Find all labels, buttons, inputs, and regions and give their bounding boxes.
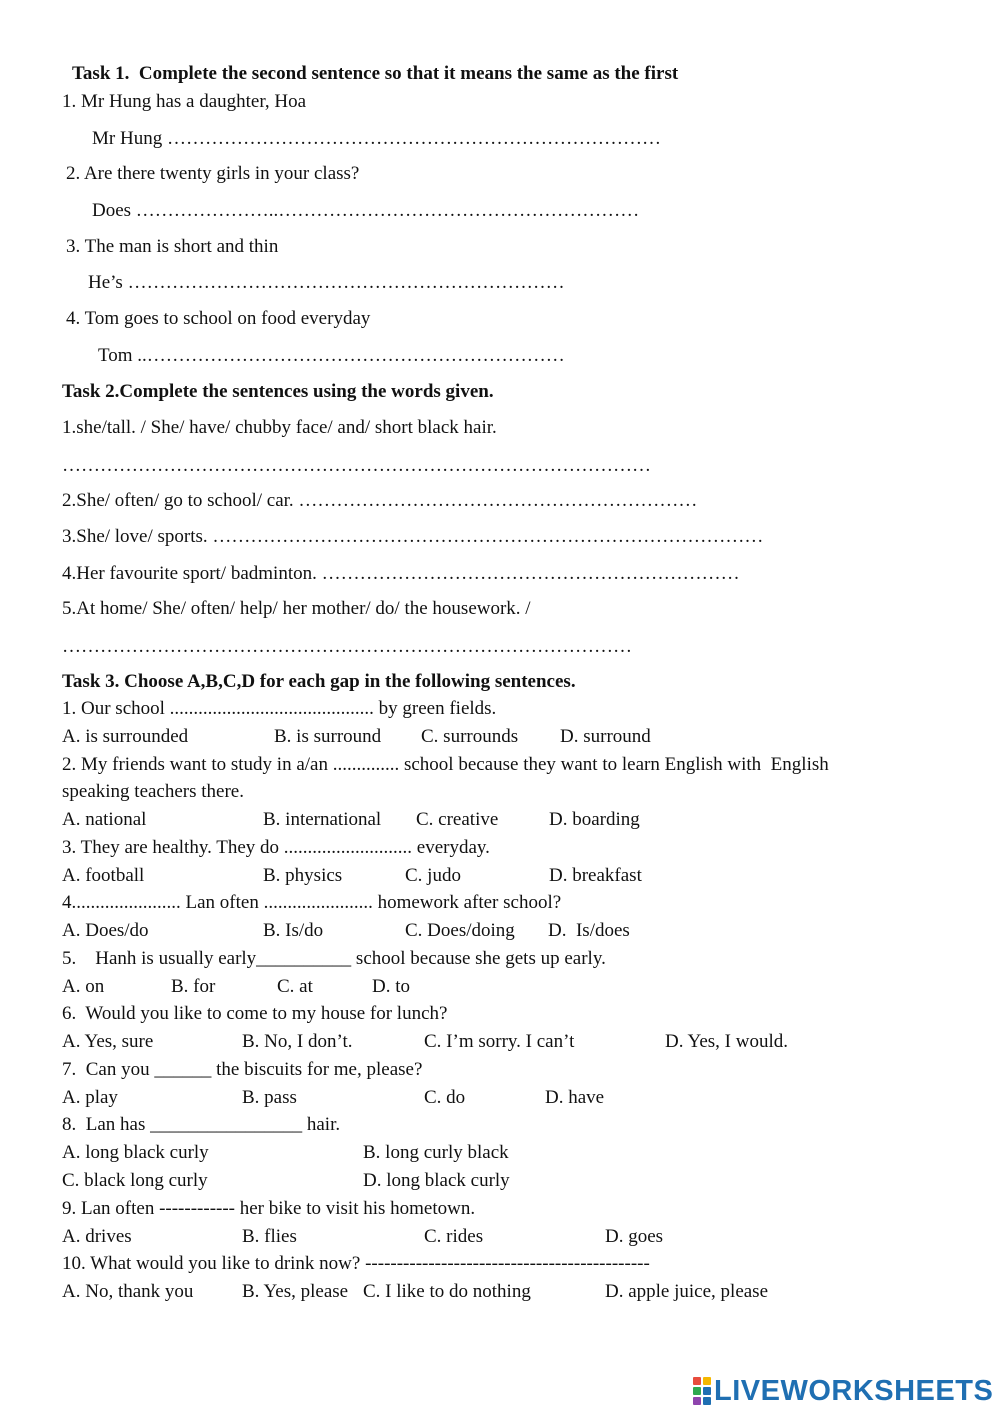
task1-q2-prompt: 2. Are there twenty girls in your class?	[66, 163, 360, 184]
logo-square-1	[693, 1377, 701, 1385]
liveworksheets-logo[interactable]	[693, 1376, 993, 1406]
task2-item[interactable]: 3.She/ love/ sports. ……………………………………………………………………………	[62, 526, 764, 547]
task3-q3-option-a[interactable]: A. football	[62, 865, 145, 886]
task3-q2-option-c[interactable]: C. creative	[416, 809, 499, 830]
task1-title	[72, 64, 678, 83]
liveworksheets-brand-text: LIVEWORKSHEETS	[714, 1374, 994, 1407]
logo-square-6	[703, 1397, 711, 1405]
task3-q9-option-a[interactable]: A. drives	[62, 1226, 132, 1247]
task1-title-label: Task 1	[72, 63, 125, 84]
task3-q7-option-b[interactable]: B. pass	[242, 1087, 297, 1108]
task3-q10-option-b[interactable]: B. Yes, please	[242, 1281, 349, 1302]
logo-square-5	[693, 1397, 701, 1405]
task3-q3-option-b[interactable]: B. physics	[263, 865, 343, 886]
task3-q7-option-c[interactable]: C. do	[424, 1087, 466, 1108]
task3-q3-option-d[interactable]: D. breakfast	[549, 865, 642, 886]
task3-q5-option-b[interactable]: B. for	[171, 976, 216, 997]
task3-q1-option-b[interactable]: B. is surround	[274, 726, 382, 747]
task3-q9: 9. Lan often ------------ her bike to visit his hometown.	[62, 1198, 476, 1219]
task3-q8-option-d[interactable]: D. long black curly	[363, 1170, 510, 1191]
task3-q4-option-d[interactable]: D. Is/does	[548, 920, 630, 941]
task1-q4-prompt: 4. Tom goes to school on food everyday	[66, 308, 371, 329]
task3-q7-option-d[interactable]: D. have	[545, 1087, 605, 1108]
task2-item: 5.At home/ She/ often/ help/ her mother/ do/ the housework. /	[62, 598, 531, 619]
task3-q1: 1. Our school ........................................... by green fields.	[62, 698, 497, 719]
task3-q9-option-b[interactable]: B. flies	[242, 1226, 297, 1247]
task3-q6: 6. Would you like to come to my house for lunch?	[62, 1003, 448, 1024]
task3-q10: 10. What would you like to drink now? ---------------------------------------------	[62, 1253, 650, 1274]
task3-q1-option-d[interactable]: D. surround	[560, 726, 651, 747]
task1-q1-prompt: 1. Mr Hung has a daughter, Hoa	[62, 91, 307, 112]
task1-q3-prompt: 3. The man is short and thin	[66, 236, 279, 257]
logo-square-2	[703, 1377, 711, 1385]
task3-q2: 2. My friends want to study in a/an .............. school because they want to learn English with English	[62, 754, 829, 775]
task3-q6-option-d[interactable]: D. Yes, I would.	[665, 1031, 788, 1052]
task3-q8-option-a[interactable]: A. long black curly	[62, 1142, 209, 1163]
task3-q3-option-c[interactable]: C. judo	[405, 865, 461, 886]
task3-q10-option-a[interactable]: A. No, thank you	[62, 1281, 194, 1302]
task3-q4: 4....................... Lan often ....................... homework after school?	[62, 892, 562, 913]
logo-square-3	[693, 1387, 701, 1395]
task3-q1-option-a[interactable]: A. is surrounded	[62, 726, 189, 747]
task3-q4-option-a[interactable]: A. Does/do	[62, 920, 149, 941]
task3-q3: 3. They are healthy. They do ........................... everyday.	[62, 837, 490, 858]
task3-q1-option-c[interactable]: C. surrounds	[421, 726, 519, 747]
task3-title: Task 3. Choose A,B,C,D for each gap in the following sentences.	[62, 671, 576, 692]
task3-q2-option-d[interactable]: D. boarding	[549, 809, 640, 830]
task3-q4-option-b[interactable]: B. Is/do	[263, 920, 324, 941]
task3-q7-option-a[interactable]: A. play	[62, 1087, 118, 1108]
task1-q3-answer[interactable]: He’s ……………………………………………………………	[88, 272, 565, 293]
task3-q2-cont: speaking teachers there.	[62, 781, 244, 802]
task3-q2-option-a[interactable]: A. national	[62, 809, 147, 830]
task2-item[interactable]: 4.Her favourite sport/ badminton. …………………………………………………………	[62, 563, 740, 584]
task3-q8: 8. Lan has ________________ hair.	[62, 1114, 341, 1135]
task3-q8-option-b[interactable]: B. long curly black	[363, 1142, 509, 1163]
task3-q2-option-b[interactable]: B. international	[263, 809, 382, 830]
task3-q9-option-c[interactable]: C. rides	[424, 1226, 484, 1247]
task3-q6-option-b[interactable]: B. No, I don’t.	[242, 1031, 353, 1052]
task3-q4-option-c[interactable]: C. Does/doing	[405, 920, 515, 941]
task3-q10-option-d[interactable]: D. apple juice, please	[605, 1281, 769, 1302]
task2-title: Task 2.Complete the sentences using the words given.	[62, 381, 494, 402]
task2-answer-line[interactable]: ………………………………………………………………………………	[62, 636, 632, 657]
task3-q5-option-c[interactable]: C. at	[277, 976, 313, 997]
task1-title-text: . Complete the second sentence so that it means the same as the first	[124, 63, 679, 84]
task2-answer-line[interactable]: …………………………………………………………………………………	[62, 455, 651, 476]
task3-q5: 5. Hanh is usually early__________ school because she gets up early.	[62, 948, 606, 969]
task3-q5-option-d[interactable]: D. to	[372, 976, 410, 997]
task2-item[interactable]: 2.She/ often/ go to school/ car. ………………………………………………………	[62, 490, 698, 511]
task2-item: 1.she/tall. / She/ have/ chubby face/ and/ short black hair.	[62, 417, 497, 438]
task3-q5-option-a[interactable]: A. on	[62, 976, 105, 997]
task1-q4-answer[interactable]: Tom ..…………………………………………………………	[98, 345, 565, 366]
task3-q7: 7. Can you ______ the biscuits for me, please?	[62, 1059, 423, 1080]
liveworksheets-logo-icon	[693, 1377, 711, 1405]
logo-square-4	[703, 1387, 711, 1395]
task3-q10-option-c[interactable]: C. I like to do nothing	[363, 1281, 531, 1302]
task1-q1-answer[interactable]: Mr Hung ……………………………………………………………………	[92, 128, 661, 149]
task3-q6-option-a[interactable]: A. Yes, sure	[62, 1031, 154, 1052]
task1-q2-answer[interactable]: Does …………………..…………………………………………………	[92, 200, 640, 221]
task3-q9-option-d[interactable]: D. goes	[605, 1226, 664, 1247]
task3-q8-option-c[interactable]: C. black long curly	[62, 1170, 208, 1191]
task3-q6-option-c[interactable]: C. I’m sorry. I can’t	[424, 1031, 575, 1052]
